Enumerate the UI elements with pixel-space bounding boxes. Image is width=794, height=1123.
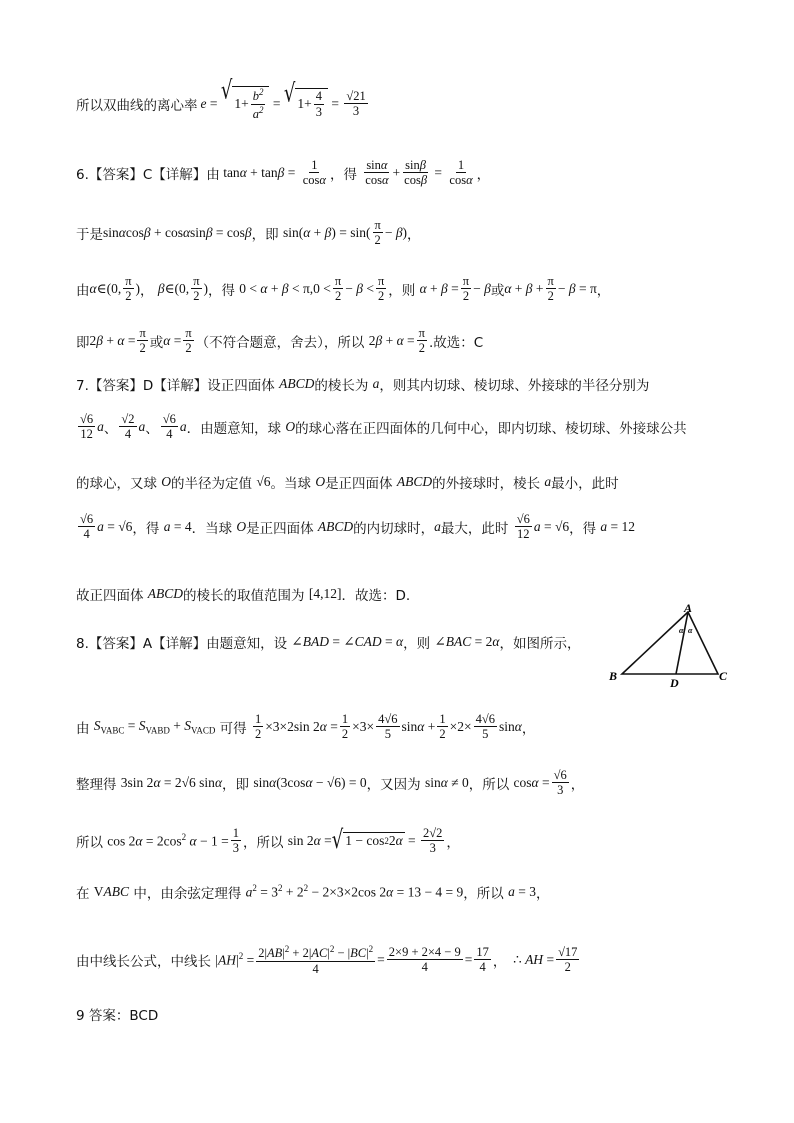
text-segment: 所以双曲线的离心率 — [76, 97, 198, 114]
q8-line-2: 由 $S_{VABC} = S_{VABD} + S_{VACD}$ 可得 $\frac{1}{2}$ ×3×2sin 2α = $\frac{1}{2}$ ×3× $\frac{4√6}{5}$ sinα + $\frac{1}{2}$ ×2× $\frac{4√6}{5}$ sinα ， — [76, 712, 536, 742]
sqrt-expr: √ 1+ $\frac{b^2}{a^2}$ — [221, 86, 270, 121]
vertex-c-label: C — [719, 669, 728, 683]
q8-line-1: 8.【答案】A【详解】由题意知，设 ∠BAD = ∠CAD = α ，则 ∠BAC = 2α ，如图所示， — [76, 634, 581, 652]
angle-alpha-label: α — [679, 626, 684, 635]
q8-line-5: 在 VABC 中，由余弦定理得 $a^2 = 3^2 + 2^2 - 2\times 3\times 2\cos$ 2α = 13 − 4 = 9 ，所以 a = 3 ， — [76, 883, 550, 902]
q7-line-1: 7.【答案】D【详解】设正四面体 ABCD 的棱长为 a ，则其内切球、棱切球、外接球的半径分别为 — [76, 376, 650, 394]
q8-line-3: 整理得 3sin 2α = 2√6 sinα ，即 sinα(3cosα − √6) = 0 ，又因为 sinα ≠ 0 ，所以 cosα = $\frac{√6}{3}$ ， — [76, 768, 585, 798]
angle-alpha-label: α — [688, 626, 693, 635]
q8-line-4: 所以 $\cos 2\alpha = 2\cos^2$ α − 1 = $\frac{1}{3}$ ，所以 sin 2α = √ 1 − cos 2 2 α = $\frac{2√2}{3}$ ， — [76, 825, 460, 856]
q8-line-6: 由中线长公式，中线长 $|AH|^2$ = $\frac{2|AB|^2 + 2|AC|^2 - |BC|^2}{4}$ = $\frac{2\times 9 + 2\times 4 - 9}{4}$ = $\frac{17}{4}$ ， ∴ AH = $\frac{√17}{2}$ — [76, 944, 578, 976]
q7-line-5: 故正四面体 ABCD 的棱长的取值范围为 [4,12] ．故选：D. — [76, 586, 411, 604]
q9-answer: 9 答案：BCD — [76, 1008, 159, 1024]
q6-line-2: 于是 sinαcosβ + cosαsinβ = cosβ ，即 sin(α + β) = sin( $\frac{\pi}{2}$ − β) ， — [76, 218, 421, 248]
vertex-d-label: D — [670, 676, 679, 690]
q7-line-3: 的球心，又球 O 的半径为定值 √6 。当球 O 是正四面体 ABCD 的外接球时，棱长 a 最小，此时 — [76, 474, 619, 492]
q5-conclusion-line: 所以双曲线的离心率 e = √ 1+ $\frac{b^2}{a^2}$ = √ 1+ $\frac{4}{3}$ = $\frac{√21}{3}$ — [76, 76, 366, 121]
vertex-a-label: A — [684, 604, 693, 615]
q6-line-4: 即 2β + α = $\frac{\pi}{2}$ 或 α = $\frac{\pi}{2}$ （不符合题意，舍去），所以 2β + α = $\frac{\pi}{2}$ .故选：C — [76, 326, 484, 356]
triangle-figure — [604, 604, 734, 690]
q6-line-3: 由 α ∈(0, $\frac{\pi}{2}$ ) ， β ∈(0, $\frac{\pi}{2}$ ) ，得 0 < α + β < π,0 < $\frac{\pi}{2}$ − β < $\frac{\pi}{2}$ ，则 α + β = $\frac{\pi}{2}$ − β 或 α + β + $\frac{\pi}{2}$ − β = π ， — [76, 274, 611, 304]
q7-line-2: $\frac{√6}{12}$ a 、 $\frac{√2}{4}$ a 、 $\frac{√6}{4}$ a ．由题意知，球 O 的球心落在正四面体的几何中心，即内切球、棱切球、外接球公共 — [80, 412, 687, 442]
triangle-abc — [622, 612, 718, 674]
vertex-b-label: B — [609, 669, 618, 683]
q6-line-1: 6.【答案】C【详解】由 tan α + tan β = $\frac{1}{\cos\alpha}$ ，得 $\frac{\sin\alpha}{\cos\alpha}$ + $\frac{\sin\beta}{\cos\beta}$ = $\frac{1}{\cos\alpha}$ ， — [76, 158, 491, 188]
q7-line-4: $\frac{√6}{4}$ a = √6 ，得 a = 4 ．当球 O 是正四面体 ABCD 的内切球时， a 最大，此时 $\frac{√6}{12}$ a = √6 ，得 a = 12 — [80, 512, 636, 542]
